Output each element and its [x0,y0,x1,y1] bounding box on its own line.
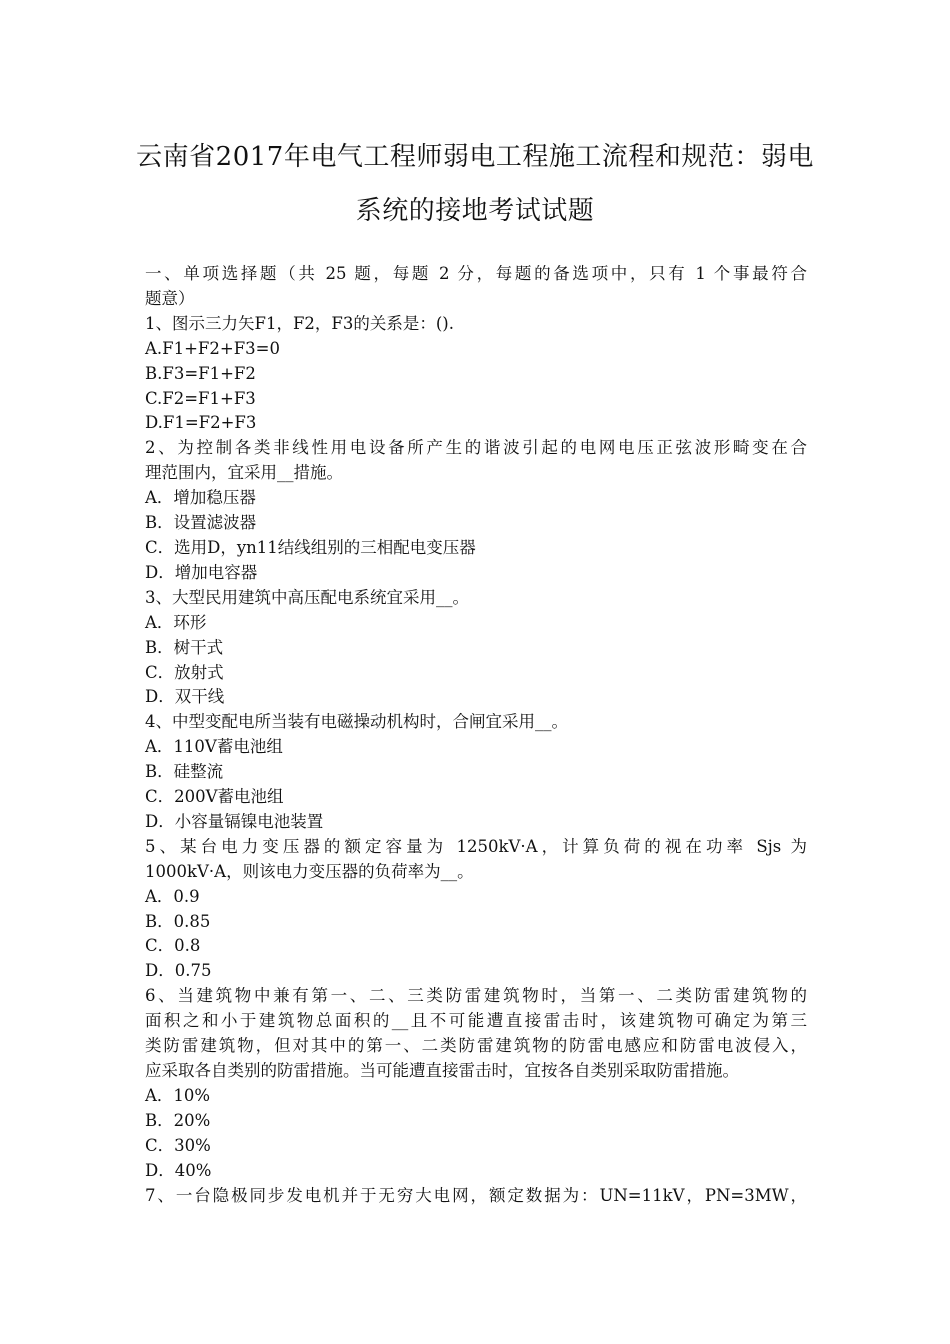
option-c: C．放射式 [145,662,224,682]
question-3 [145,586,807,711]
option-a: A．0.9 [145,886,200,906]
option-d: D．40% [145,1160,212,1180]
option-d: D．增加电容器 [145,562,258,582]
option-a: A．环形 [145,612,207,632]
title-line-1: 云南省2017年电气工程师弱电工程施工流程和规范：弱电 [136,142,814,172]
option-d: D．小容量镉镍电池装置 [145,811,324,831]
option-a: A．10% [145,1085,211,1105]
option-b: B．0.85 [145,911,211,931]
question-stem-cont: 类防雷建筑物，但对其中的第一、二类防雷建筑物的防雷电感应和防雷电波侵入， [145,1036,807,1056]
document-body [145,262,807,1208]
question-stem-cont: 1000kV·A，则该电力变压器的负荷率为__。 [145,861,474,881]
question-stem: 2、为控制各类非线性用电设备所产生的谐波引起的电网电压正弦波形畸变在合 [145,438,807,458]
question-6 [145,984,807,1183]
option-b: B．硅整流 [145,762,224,782]
option-c: C．0.8 [145,936,201,956]
question-1 [145,312,807,437]
option-b: B．20% [145,1110,211,1130]
title-line-2: 系统的接地考试试题 [355,196,595,226]
question-7 [145,1184,807,1209]
question-stem: 1、图示三力矢F1，F2，F3的关系是：(). [145,313,454,333]
option-c: C．选用D，yn11结线组别的三相配电变压器 [145,537,476,557]
option-a: A．增加稳压器 [145,488,256,508]
option-a: A．110V蓄电池组 [145,737,283,757]
question-5 [145,835,807,984]
option-c: C.F2=F1+F3 [145,388,256,408]
question-stem-cont: 理范围内，宜采用__措施。 [145,463,343,483]
question-stem: 5、某台电力变压器的额定容量为 1250kV·A，计算负荷的视在功率 Sjs 为 [145,836,807,856]
question-stem-cont: 面积之和小于建筑物总面积的__且不可能遭直接雷击时，该建筑物可确定为第三 [145,1011,807,1031]
question-stem: 3、大型民用建筑中高压配电系统宜采用__。 [145,587,469,607]
question-stem: 6、当建筑物中兼有第一、二、三类防雷建筑物时，当第一、二类防雷建筑物的 [145,986,807,1006]
section-header: 一、单项选择题（共 25 题，每题 2 分，每题的备选项中，只有 1 个事最符合 [145,264,807,283]
option-c: C．30% [145,1135,211,1155]
option-b: B．树干式 [145,637,224,657]
question-4 [145,710,807,835]
option-d: D．0.75 [145,961,212,981]
option-b: B．设置滤波器 [145,513,257,533]
section-header-cont: 题意） [145,288,195,308]
option-c: C．200V蓄电池组 [145,787,284,807]
question-stem: 7、一台隐极同步发电机并于无穷大电网，额定数据为：UN=11kV，PN=3MW， [145,1185,807,1205]
option-d: D．双干线 [145,687,225,707]
question-stem-cont: 应采取各自类别的防雷措施。当可能遭直接雷击时，宜按各自类别采取防雷措施。 [145,1061,739,1080]
document-title [130,130,820,238]
question-2 [145,436,807,585]
option-a: A.F1+F2+F3=0 [145,338,280,358]
option-b: B.F3=F1+F2 [145,363,256,383]
question-stem: 4、中型变配电所当装有电磁操动机构时，合闸宜采用__。 [145,712,568,732]
option-d: D.F1=F2+F3 [145,413,257,433]
